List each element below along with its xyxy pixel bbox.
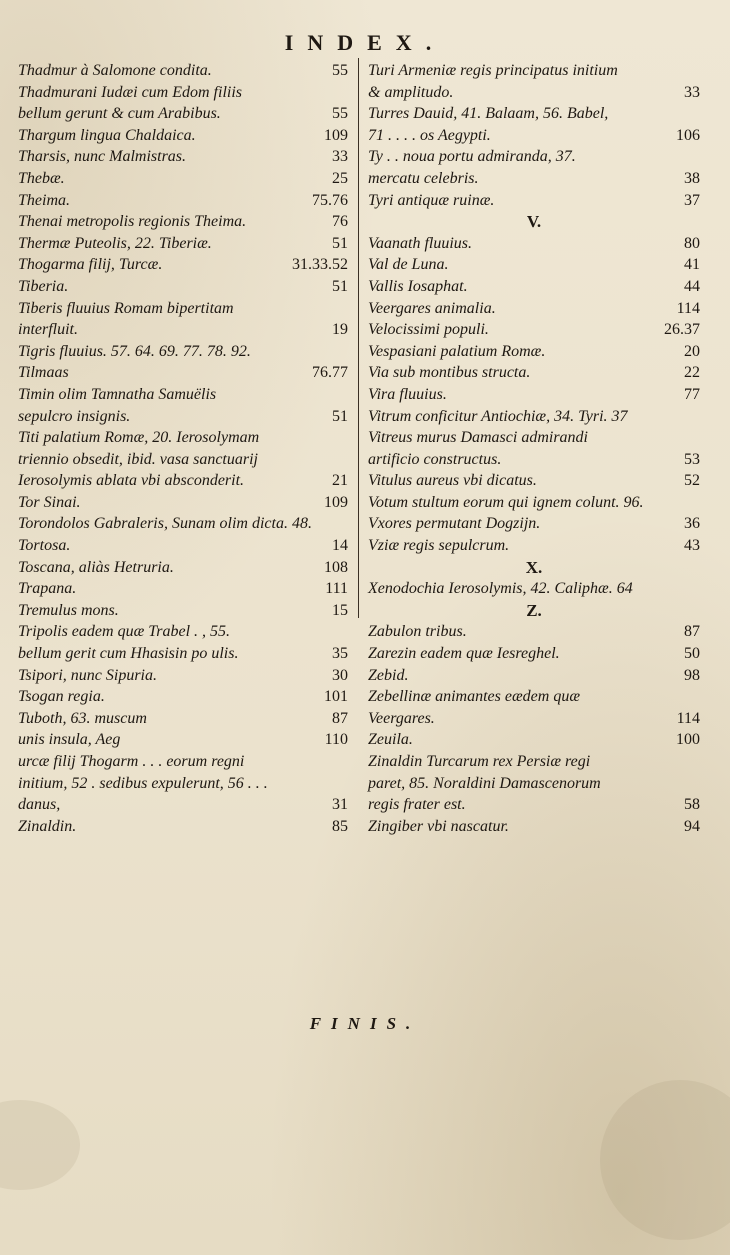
- index-entry: [368, 319, 700, 341]
- page-number: 75.76: [312, 191, 348, 209]
- column-divider: [358, 58, 359, 618]
- index-entry: [368, 233, 700, 255]
- entry-text: Xenodochia Ierosolymis, 42. Caliphæ. 64: [368, 580, 633, 598]
- entry-text: Timin olim Tamnatha Samuëlis sepulcro insignis.: [18, 385, 217, 425]
- page-number: 35: [332, 645, 348, 663]
- index-entry: [18, 233, 348, 255]
- entry-text: Thogarma filij, Turcæ.: [18, 256, 163, 274]
- entry-text: Zingiber vbi nascatur.: [368, 817, 509, 835]
- entry-text: Tremulus mons.: [18, 601, 119, 619]
- index-entry: [368, 665, 700, 687]
- page-number: 87: [684, 623, 700, 641]
- section-letter: V.: [526, 212, 542, 232]
- index-entry: [368, 341, 700, 363]
- index-entry: [18, 60, 348, 82]
- entry-text: Torondolos Gabraleris, Sunam olim dicta. 48.: [18, 515, 312, 533]
- index-entry: [368, 427, 700, 470]
- section-letter: Z.: [526, 600, 542, 620]
- index-entry: [368, 816, 700, 838]
- page-number: 109: [324, 493, 348, 511]
- page-number: 31.33.52: [292, 256, 348, 274]
- page-number: 19: [332, 321, 348, 339]
- page-number: 15: [332, 601, 348, 619]
- page-number: 53: [684, 450, 700, 468]
- index-entry: [368, 384, 700, 406]
- page-number: 110: [324, 731, 348, 749]
- entry-text: Vziæ regis sepulcrum.: [368, 537, 510, 555]
- page-number: 21: [332, 472, 348, 490]
- index-entry: [18, 513, 348, 535]
- page-number: 76.77: [312, 364, 348, 382]
- entry-text: Zinaldin Turcarum rex Persiæ regi paret, 85. Noraldini Damascenorum regis frater est.: [368, 753, 601, 814]
- index-entry: [368, 513, 700, 535]
- index-entry: [18, 254, 348, 276]
- page-number: 101: [324, 688, 348, 706]
- index-entry: [18, 211, 348, 233]
- page-number: 38: [684, 169, 700, 187]
- index-entry: [368, 60, 700, 103]
- index-entry: [18, 362, 348, 384]
- page-number: 85: [332, 817, 348, 835]
- entry-text: Vira fluuius.: [368, 385, 447, 403]
- page-number: 50: [684, 645, 700, 663]
- entry-text: Tor Sinai.: [18, 493, 81, 511]
- page-header: INDEX.: [284, 30, 446, 55]
- index-entry: [368, 751, 700, 816]
- page-number: 51: [332, 234, 348, 252]
- index-entry: [368, 729, 700, 751]
- entry-text: Turi Armeniæ regis principatus initium & amplitudo.: [368, 62, 618, 101]
- entry-text: Tharsis, nunc Malmistras.: [18, 148, 187, 166]
- index-entry: [18, 816, 348, 838]
- index-entry: [18, 298, 348, 341]
- entry-text: Titi palatium Romæ, 20. Ierosolymam triennio obsedit, ibid. vasa sanctuarij Ierosolymis ablata vbi absconderit.: [18, 429, 260, 490]
- page-number: 76: [332, 213, 348, 231]
- page-number: 109: [324, 126, 348, 144]
- index-entry: [18, 557, 348, 579]
- page-number: 22: [684, 364, 700, 382]
- index-entry: [18, 341, 348, 363]
- page-number: 94: [684, 817, 700, 835]
- index-entry: [18, 82, 348, 125]
- page-number: 55: [332, 105, 348, 123]
- page-number: 87: [332, 709, 348, 727]
- page-number: 55: [332, 62, 348, 79]
- entry-text: Zinaldin.: [18, 817, 77, 835]
- page-number: 51: [332, 277, 348, 295]
- entry-text: Tilmaas: [18, 364, 69, 382]
- index-entry: [18, 146, 348, 168]
- entry-text: Vitreus murus Damasci admirandi artificio constructus.: [368, 429, 588, 468]
- index-entry: [368, 254, 700, 276]
- entry-text: Zebellinæ animantes eædem quæ Veergares.: [368, 688, 580, 727]
- entry-text: Ty . . noua portu admiranda, 37. mercatu celebris.: [368, 148, 576, 187]
- index-entry: [368, 406, 700, 428]
- entry-text: Tuboth, 63. muscum: [18, 709, 147, 727]
- index-entry: [368, 362, 700, 384]
- page-number: 98: [684, 666, 700, 684]
- index-entry: [18, 427, 348, 492]
- index-entry: [368, 190, 700, 212]
- index-entry: [368, 146, 700, 189]
- index-entry: [18, 535, 348, 557]
- index-entry: [368, 686, 700, 729]
- entry-text: urcæ filij Thogarm . . . eorum regni initium, 52 . sedibus expulerunt, 56 . . . danus,: [18, 753, 268, 814]
- page-number: 111: [325, 580, 348, 598]
- index-entry: [18, 729, 348, 751]
- page-number: 37: [684, 191, 700, 209]
- index-entry: [18, 384, 348, 427]
- index-entry: [368, 298, 700, 320]
- index-entry: [368, 535, 700, 557]
- page-number: 33: [332, 148, 348, 166]
- entry-text: Trapana.: [18, 580, 77, 598]
- page-number: 58: [684, 796, 700, 814]
- entry-text: Vxores permutant Dogzijn.: [368, 515, 541, 533]
- index-entry: [368, 276, 700, 298]
- entry-text: Val de Luna.: [368, 256, 449, 274]
- index-entry: [18, 686, 348, 708]
- left-column: [18, 60, 348, 837]
- index-entry: [18, 751, 348, 816]
- page-number: 43: [684, 537, 700, 555]
- page-number: 31: [332, 796, 348, 814]
- index-entry: [368, 578, 700, 600]
- entry-text: Thebæ.: [18, 169, 65, 187]
- finis-footer: FINIS.: [309, 1014, 421, 1033]
- entry-text: Veergares animalia.: [368, 299, 496, 317]
- entry-text: Thenai metropolis regionis Theima.: [18, 213, 247, 231]
- index-entry: [368, 103, 700, 146]
- entry-text: Vitrum conficitur Antiochiæ, 34. Tyri. 37: [368, 407, 628, 425]
- index-entry: [18, 600, 348, 622]
- page-number: 114: [676, 709, 700, 727]
- page-number: 14: [332, 537, 348, 555]
- entry-text: Tiberis fluuius Romam bipertitam interfluit.: [18, 299, 234, 339]
- index-entry: [368, 621, 700, 643]
- page-number: 33: [684, 83, 700, 101]
- page-number: 80: [684, 234, 700, 252]
- page-number: 20: [684, 342, 700, 360]
- index-entry: [368, 470, 700, 492]
- entry-text: Vespasiani palatium Romæ.: [368, 342, 546, 360]
- right-column: [368, 60, 700, 837]
- index-entry: [18, 276, 348, 298]
- page-number: 44: [684, 277, 700, 295]
- entry-text: Tsipori, nunc Sipuria.: [18, 666, 157, 684]
- index-entry: [18, 190, 348, 212]
- page-number: 41: [684, 256, 700, 274]
- index-entry: [18, 665, 348, 687]
- entry-text: Zeuila.: [368, 731, 413, 749]
- page-number: 106: [676, 126, 700, 144]
- entry-text: Velocissimi populi.: [368, 321, 489, 339]
- entry-text: Thargum lingua Chaldaica.: [18, 126, 196, 144]
- index-entry: [368, 643, 700, 665]
- page-number: 51: [332, 407, 348, 425]
- entry-text: Tortosa.: [18, 537, 71, 555]
- page-number: 36: [684, 515, 700, 533]
- entry-text: Tigris fluuius. 57. 64. 69. 77. 78. 92.: [18, 342, 251, 360]
- entry-text: Votum stultum eorum qui ignem colunt. 96.: [368, 493, 644, 511]
- index-entry: [18, 578, 348, 600]
- entry-text: Theima.: [18, 191, 70, 209]
- index-entry: [18, 708, 348, 730]
- index-entry: [18, 125, 348, 147]
- entry-text: Zabulon tribus.: [368, 623, 467, 641]
- page-number: 52: [684, 472, 700, 490]
- page-number: 114: [676, 299, 700, 317]
- entry-text: Zarezin eadem quæ Iesreghel.: [368, 645, 560, 663]
- index-entry: [18, 168, 348, 190]
- entry-text: Tyri antiquæ ruinæ.: [368, 191, 495, 209]
- page-number: 26.37: [664, 321, 700, 339]
- page-number: 77: [684, 385, 700, 403]
- page-number: 100: [676, 731, 700, 749]
- index-entry: [18, 621, 348, 664]
- entry-text: Turres Dauid, 41. Balaam, 56. Babel, 71 . . . . os Aegypti.: [368, 105, 609, 144]
- entry-text: Vallis Iosaphat.: [368, 277, 468, 295]
- entry-text: Toscana, aliàs Hetruria.: [18, 558, 174, 576]
- entry-text: Vaanath fluuius.: [368, 234, 473, 252]
- entry-text: Tsogan regia.: [18, 688, 105, 706]
- entry-text: Thermæ Puteolis, 22. Tiberiæ.: [18, 234, 212, 252]
- page-number: 25: [332, 169, 348, 187]
- entry-text: Tripolis eadem quæ Trabel . , 55. bellum gerit cum Hhasisin po ulis.: [18, 623, 239, 663]
- index-entry: [368, 492, 700, 514]
- entry-text: unis insula, Aeg: [18, 731, 121, 749]
- paper-stain: [600, 1080, 730, 1240]
- index-entry: [18, 492, 348, 514]
- paper-stain: [0, 1100, 80, 1190]
- entry-text: Thadmur à Salomone condita.: [18, 62, 212, 79]
- entry-text: Tiberia.: [18, 277, 69, 295]
- entry-text: Via sub montibus structa.: [368, 364, 531, 382]
- page-number: 30: [332, 666, 348, 684]
- entry-text: Thadmurani Iudæi cum Edom filiis bellum gerunt & cum Arabibus.: [18, 83, 243, 123]
- entry-text: Vitulus aureus vbi dicatus.: [368, 472, 537, 490]
- entry-text: Zebid.: [368, 666, 409, 684]
- page-number: 108: [324, 558, 348, 576]
- section-letter: X.: [525, 557, 543, 577]
